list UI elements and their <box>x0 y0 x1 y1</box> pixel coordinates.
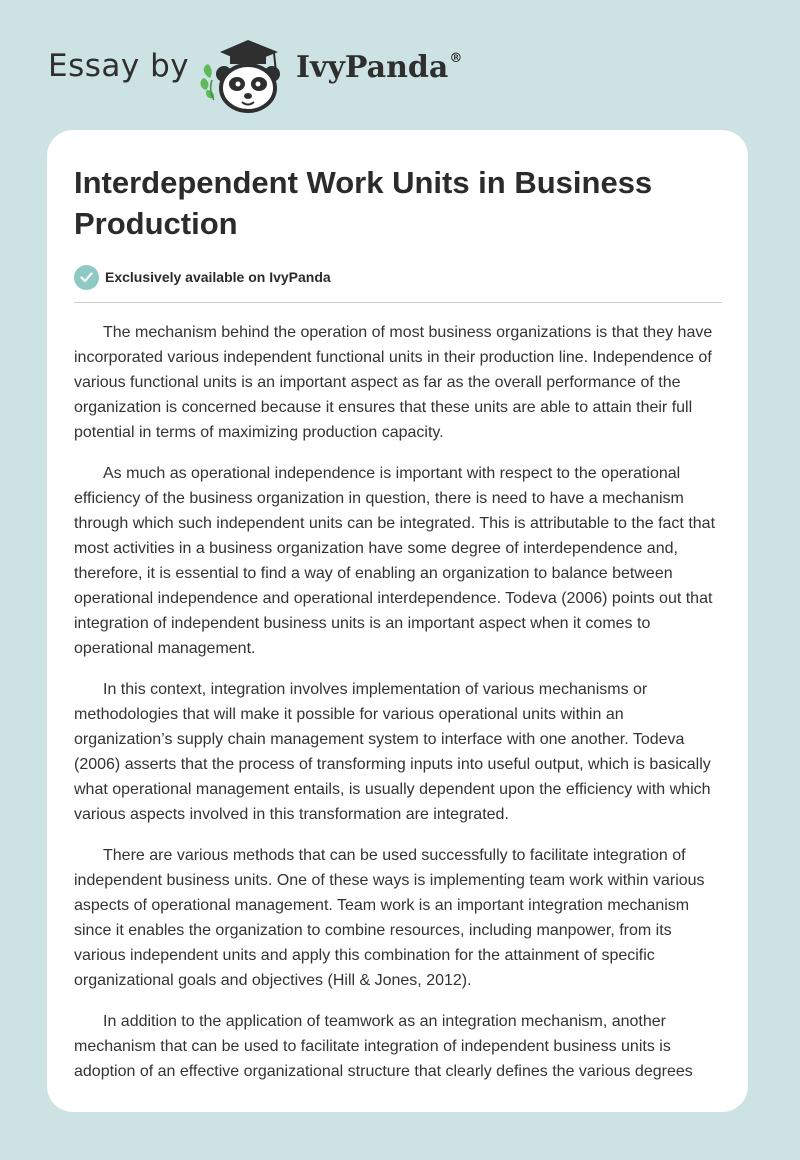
paragraph: In addition to the application of teamwork as an integration mechanism, another mechanism that can be used to facilitate integration of independent business units is adoption of an effective organizational structure that clearly defines the various degrees <box>74 1013 693 1080</box>
exclusive-badge <box>74 264 331 290</box>
brand-logo-text[interactable] <box>296 50 462 85</box>
essay-body <box>74 320 722 1100</box>
paragraph: In this context, integration involves implementation of various mechanisms or methodologies that will make it possible for various operational units within an organization’s supply chain management system to interface with one another. Todeva (2006) asserts that the process of transforming inputs into useful output, which is basically what operational management entails, is usually dependent upon the efficiency with which various aspects involved in this transformation are integrated. <box>74 681 711 823</box>
site-header <box>48 30 548 110</box>
paragraph: There are various methods that can be used successfully to facilitate integration of independent business units. One of these ways is implementing team work within various aspects of operational management. Team work is an important integration mechanism since it enables the organization to combine resources, including manpower, from its various independent units and apply this combination for the attainment of specific organizational goals and objectives (Hill & Jones, 2012). <box>74 847 705 989</box>
exclusive-label: Exclusively available on IvyPanda <box>105 269 331 285</box>
divider <box>74 302 722 303</box>
essay-by-label: Essay by <box>48 48 190 84</box>
essay-title: Interdependent Work Units in Business Production <box>74 165 653 241</box>
paragraph: As much as operational independence is important with respect to the operational efficiency of the business organization in question, there is need to have a mechanism through which such independent units can be integrated. This is attributable to the fact that most activities in a business organization have some degree of interdependence and, therefore, it is essential to find a way of enabling an organization to balance between operational independence and operational interdependence. Todeva (2006) points out that integration of independent business units is an important aspect when it comes to operational management. <box>74 465 716 657</box>
check-circle-icon <box>74 265 99 290</box>
panda-graduate-icon[interactable] <box>200 38 290 114</box>
brand-name: IvyPanda <box>296 50 449 85</box>
paragraph: The mechanism behind the operation of most business organizations is that they have incorporated various independent functional units in their production line. Independence of various functional units is an important aspect as far as the overall performance of the organization is concerned because it ensures that these units are able to attain their full potential in terms of maximizing production capacity. <box>74 324 713 441</box>
registered-mark: ® <box>449 51 463 66</box>
ivy-leaf-icon <box>200 64 214 100</box>
essay-card <box>47 130 748 1112</box>
